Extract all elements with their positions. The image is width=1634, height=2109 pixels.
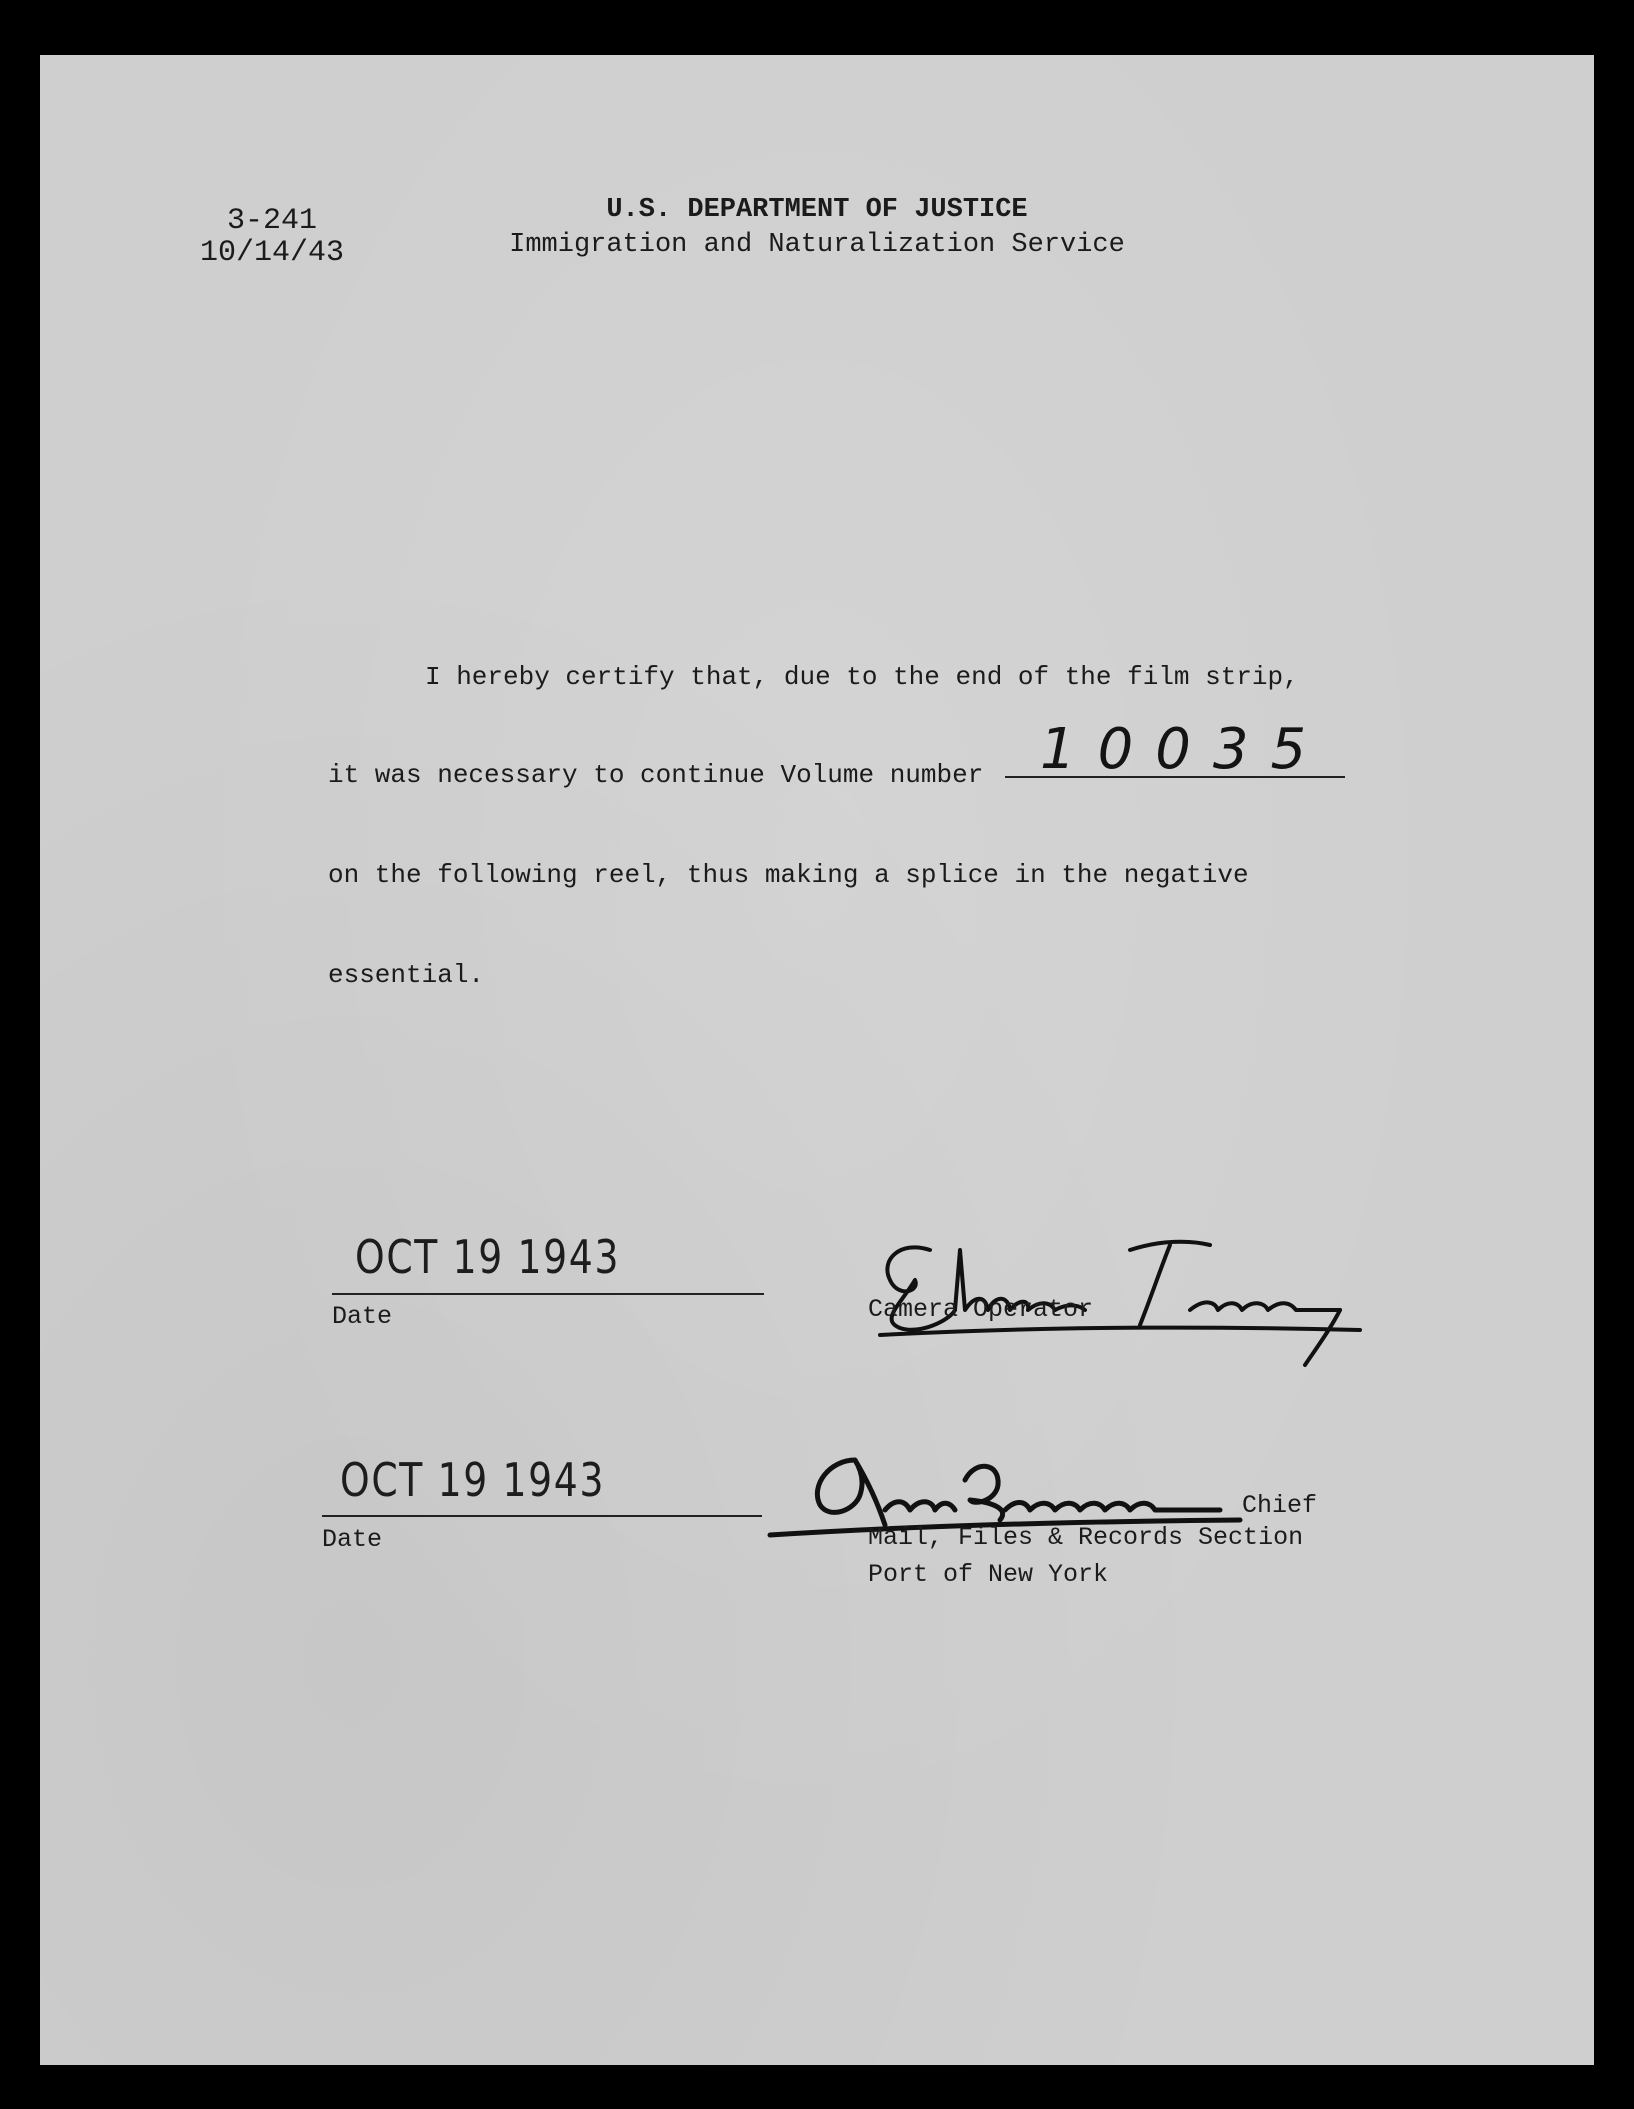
- certification-line-1: I hereby certify that, due to the end of the film strip,: [425, 662, 1299, 692]
- service-heading: Immigration and Naturalization Service: [509, 230, 1125, 260]
- port-label: Port of New York: [868, 1560, 1109, 1589]
- certification-line-3: on the following reel, thus making a splice in the negative: [328, 860, 1249, 890]
- certification-line-4: essential.: [328, 960, 485, 990]
- date-stamp-1: OCT 19 1943: [355, 1230, 621, 1284]
- form-number: 3-241: [227, 204, 318, 238]
- date-label-1: Date: [332, 1302, 393, 1331]
- camera-operator-signature: [860, 1210, 1400, 1370]
- form-date: 10/14/43: [200, 236, 345, 270]
- volume-number-handwritten: 10035: [1040, 717, 1329, 782]
- date-underline-2: [322, 1515, 762, 1517]
- certification-line-2: it was necessary to continue Volume number: [328, 760, 984, 790]
- department-heading: U.S. DEPARTMENT OF JUSTICE: [606, 195, 1028, 225]
- date-label-2: Date: [322, 1525, 383, 1554]
- camera-operator-label: Camera Operator: [868, 1295, 1094, 1324]
- section-label: Mail, Files & Records Section: [868, 1523, 1304, 1552]
- document-page: [40, 55, 1594, 2065]
- date-underline-1: [332, 1293, 764, 1295]
- date-stamp-2: OCT 19 1943: [340, 1453, 606, 1507]
- chief-label: Chief: [1242, 1491, 1318, 1520]
